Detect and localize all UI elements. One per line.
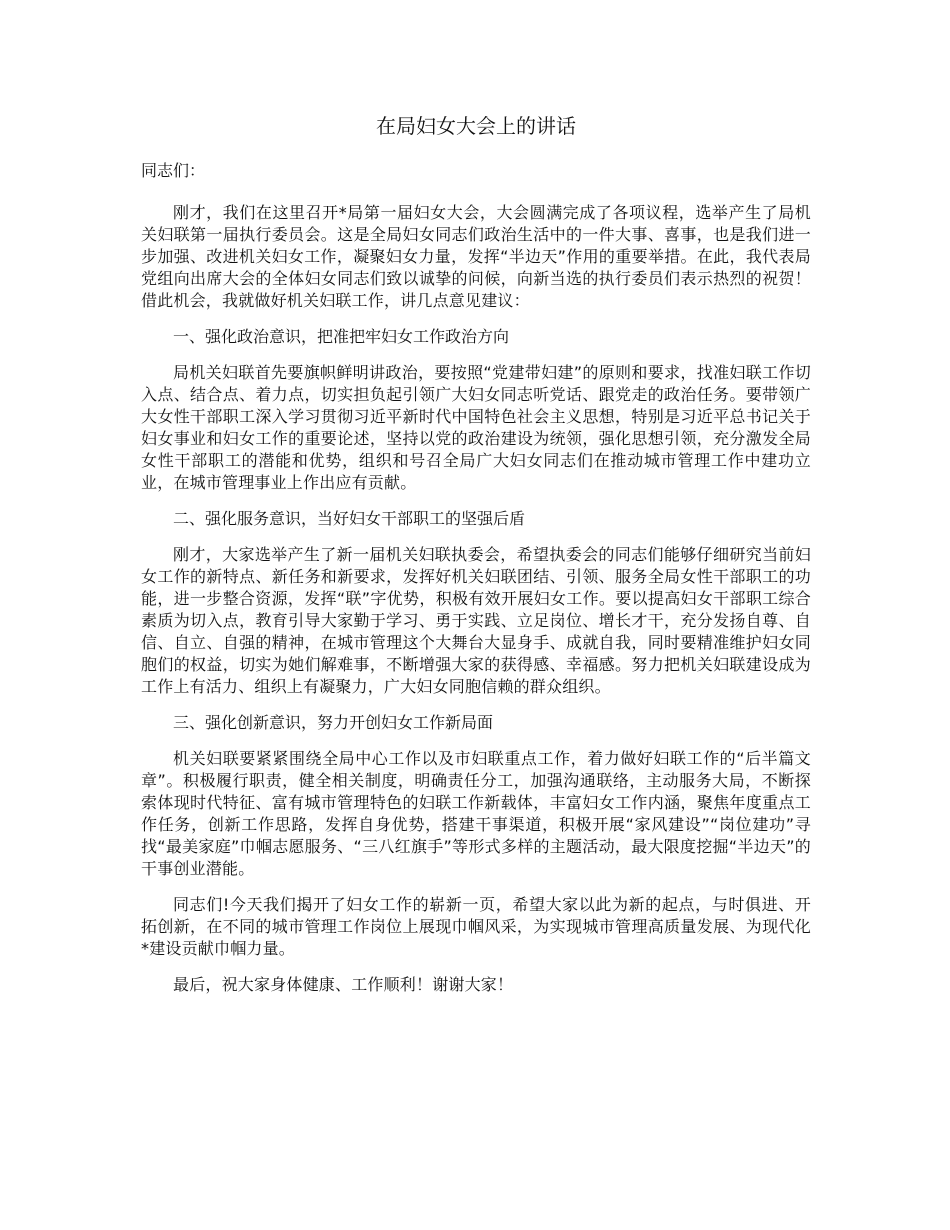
section-heading-2: 二、强化服务意识，当好妇女干部职工的坚强后盾 (173, 509, 526, 528)
document-title: 在局妇女大会上的讲话 (376, 114, 576, 138)
paragraph-final: 最后，祝大家身体健康、工作顺利！谢谢大家！ (173, 975, 514, 994)
paragraph-section-2: 刚才，大家选举产生了新一届机关妇联执委会，希望执委会的同志们能够仔细研究当前妇女工作的新特点、新任务和新要求，发挥好机关妇联团结、引领、服务全局女性干部职工的功能，进一步整合资源，发挥“联”字优势，积极有效开展妇女工作。要以提高妇女干部职工综合素质为切入点，教育引导大家勤于学习、勇于实践、立足岗位、增长才干，充分发扬自尊、自信、自立、自强的精神，在城市管理这个大舞台大显身手、成就自我，同时要精准维护妇女同胞们的权益，切实为她们解难事，不断增强大家的获得感、幸福感。努力把机关妇联建设成为工作上有活力、组织上有凝聚力，广大妇女同胞信赖的群众组织。 (141, 545, 811, 696)
paragraph-closing: 同志们!今天我们揭开了妇女工作的崭新一页，希望大家以此为新的起点，与时俱进、开拓创新，在不同的城市管理工作岗位上展现巾帼风采，为实现城市管理高质量发展、为现代化*建设贡献巾帼力量。 (141, 895, 811, 958)
paragraph-section-1: 局机关妇联首先要旗帜鲜明讲政治，要按照“党建带妇建”的原则和要求，找准妇联工作切入点、结合点、着力点，切实担负起引领广大妇女同志听党话、跟党走的政治任务。要带领广大女性干部职工深入学习贯彻习近平新时代中国特色社会主义思想，特别是习近平总书记关于妇女事业和妇女工作的重要论述，坚持以党的政治建设为统领，强化思想引领，充分激发全局女性干部职工的潜能和优势，组织和号召全局广大妇女同志们在推动城市管理工作中建功立业，在城市管理事业上作出应有贡献。 (141, 363, 811, 492)
section-heading-1: 一、强化政治意识，把准把牢妇女工作政治方向 (173, 327, 510, 346)
salutation: 同志们： (141, 161, 206, 180)
paragraph-section-3: 机关妇联要紧紧围绕全局中心工作以及市妇联重点工作，着力做好妇联工作的“后半篇文章”。积极履行职责，健全相关制度，明确责任分工，加强沟通联络，主动服务大局，不断探索体现时代特征、富有城市管理特色的妇联工作新载体，丰富妇女工作内涵，聚焦年度重点工作任务，创新工作思路，发挥自身优势，搭建干事渠道，积极开展“家风建设”“岗位建功”寻找“最美家庭”巾帼志愿服务、“三八红旗手”等形式多样的主题活动，最大限度挖掘“半边天”的干事创业潜能。 (141, 749, 811, 878)
paragraph-opening: 刚才，我们在这里召开*局第一届妇女大会，大会圆满完成了各项议程，选举产生了局机关妇联第一届执行委员会。这是全局妇女同志们政治生活中的一件大事、喜事，也是我们进一步加强、改进机关妇女工作，凝聚妇女力量，发挥“半边天”作用的重要举措。在此，我代表局党组向出席大会的全体妇女同志们致以诚挚的问候，向新当选的执行委员们表示热烈的祝贺！借此机会，我就做好机关妇联工作，讲几点意见建议： (141, 203, 811, 310)
section-heading-3: 三、强化创新意识，努力开创妇女工作新局面 (173, 713, 494, 732)
document-page (141, 112, 811, 1010)
